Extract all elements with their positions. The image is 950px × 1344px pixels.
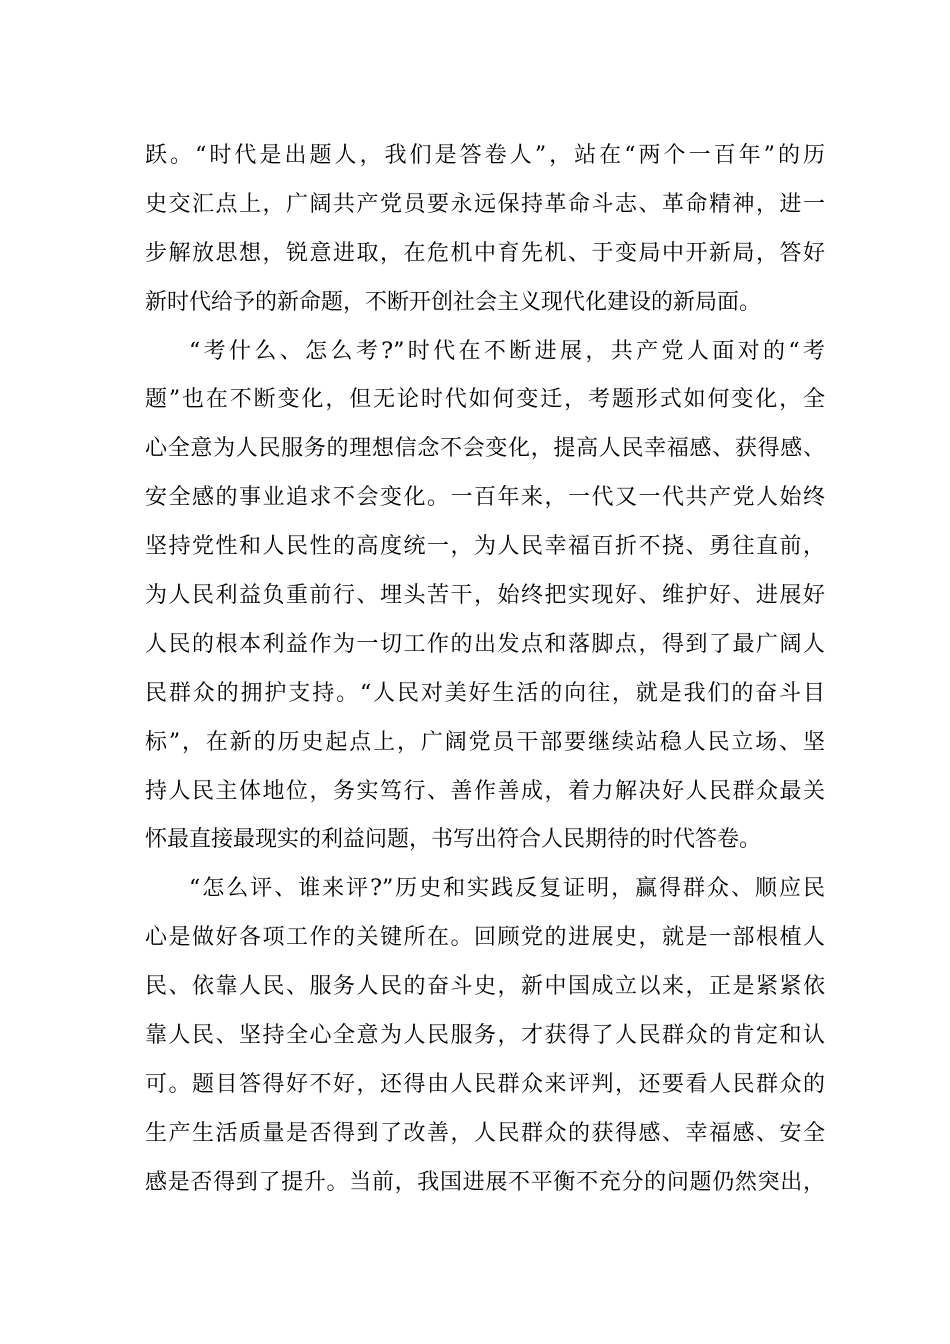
text-line: 步解放思想，锐意进取，在危机中育先机、于变局中开新局，答好 [145,240,825,266]
text-line: 持人民主体地位，务实笃行、善作善成，着力解决好人民群众最关 [145,778,825,804]
text-line: 感是否得到了提升。当前，我国进展不平衡不充分的问题仍然突出， [145,1169,825,1195]
text-line: 心是做好各项工作的关键所在。回顾党的进展史，就是一部根植人 [145,925,825,951]
paragraph-start-line: “考什么、怎么考?”时代在不断进展，共产党人面对的“考 [189,338,825,364]
text-line: 可。题目答得好不好，还得由人民群众来评判，还要看人民群众的 [145,1071,825,1097]
text-line: 民、依靠人民、服务人民的奋斗史，新中国成立以来，正是紧紧依 [145,974,825,1000]
text-line: 心全意为人民服务的理想信念不会变化，提高人民幸福感、获得感、 [145,436,825,462]
text-line: 生产生活质量是否得到了改善，人民群众的获得感、幸福感、安全 [145,1120,825,1146]
text-line: 怀最直接最现实的利益问题，书写出符合人民期待的时代答卷。 [145,827,762,853]
text-line: 题”也在不断变化，但无论时代如何变迁，考题形式如何变化，全 [145,387,825,413]
text-line: 新时代给予的新命题，不断开创社会主义现代化建设的新局面。 [145,289,762,315]
paragraph-start-line: “怎么评、谁来评?”历史和实践反复证明，赢得群众、顺应民 [189,876,825,902]
text-line: 标”，在新的历史起点上，广阔党员干部要继续站稳人民立场、坚 [145,729,825,755]
text-line: 为人民利益负重前行、埋头苦干，始终把实现好、维护好、进展好 [145,583,825,609]
text-line: 安全感的事业追求不会变化。一百年来，一代又一代共产党人始终 [145,485,825,511]
text-line: 史交汇点上，广阔共产党员要永远保持革命斗志、革命精神，进一 [145,191,825,217]
text-line: 人民的根本利益作为一切工作的出发点和落脚点，得到了最广阔人 [145,631,825,657]
text-line: 靠人民、坚持全心全意为人民服务，才获得了人民群众的肯定和认 [145,1023,825,1049]
body-text [145,132,825,1208]
text-line: 坚持党性和人民性的高度统一，为人民幸福百折不挠、勇往直前， [145,534,825,560]
text-line: 民群众的拥护支持。“人民对美好生活的向往，就是我们的奋斗目 [145,680,825,706]
text-line: 跃。“时代是出题人，我们是答卷人”，站在“两个一百年”的历 [145,143,825,168]
